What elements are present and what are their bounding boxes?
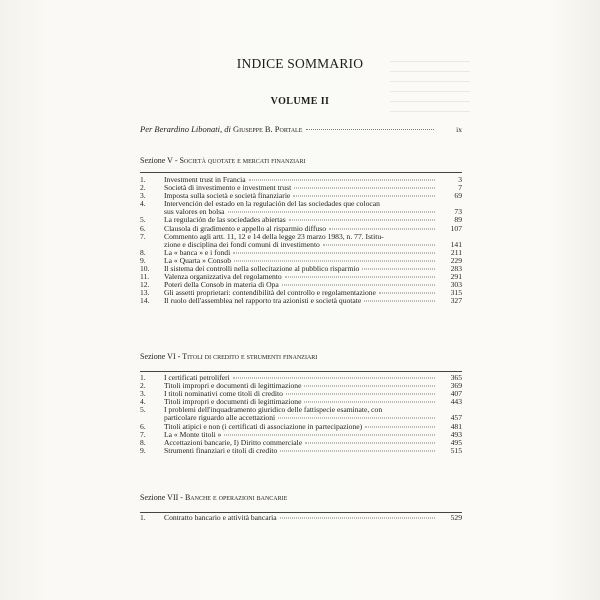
entry-number: 12.: [140, 280, 150, 290]
dot-leader: [294, 188, 435, 189]
entry-title: Società di investimento e investment trust: [164, 183, 292, 193]
entry-page: 3: [458, 175, 462, 184]
entry-title: sus valores en bolsa: [164, 207, 225, 217]
entry-title: I problemi dell'inquadramento giuridico delle fattispecie esaminate, con: [164, 405, 383, 415]
entry-title: Investment trust in Francia: [164, 175, 246, 184]
section-rule: [140, 371, 462, 372]
entry-number: 1.: [140, 175, 146, 184]
dot-leader: [278, 418, 435, 419]
entry-page: 141: [450, 239, 462, 249]
entry-number: 1.: [140, 513, 146, 522]
entry-number: 1.: [140, 373, 146, 382]
entry-page: 515: [450, 445, 462, 455]
page-title: INDICE SOMMARIO: [236, 56, 364, 71]
dot-leader: [364, 301, 435, 302]
entry-title: Gli assetti proprietari: contendibilità del controllo e regolamentazione: [164, 288, 376, 298]
section-title: Società quotate e mercati finanziari: [179, 156, 306, 165]
toc-list: [140, 374, 462, 455]
section-title: Titoli di credito e strumenti finanziari: [182, 352, 318, 361]
entry-number: 10.: [140, 264, 150, 274]
entry-page: 369: [450, 381, 462, 391]
entry-title: Imposta sulla società e società finanziarie: [164, 191, 291, 201]
entry-number: 8.: [140, 247, 146, 257]
dot-leader: [329, 228, 435, 229]
dot-leader: [280, 450, 435, 451]
section-heading: [140, 493, 462, 502]
intro-text: [140, 124, 302, 134]
entry-page: 211: [450, 247, 462, 257]
entry-number: 6.: [140, 421, 146, 431]
entry-title: I titoli nominativi come titoli di credito: [164, 389, 283, 399]
entry-page: 7: [458, 183, 462, 193]
toc-entry: [140, 447, 462, 455]
entry-number: 2.: [140, 381, 146, 391]
entry-page: 365: [450, 373, 462, 382]
intro-entry: [140, 124, 462, 134]
entry-title: Il ruolo dell'assemblea nel rapporto tra azionisti e società quotate: [164, 296, 362, 306]
dot-leader: [323, 244, 435, 245]
entry-number: 7.: [140, 429, 146, 439]
toc-list: [140, 514, 462, 522]
dot-leader: [233, 378, 435, 379]
entry-title: Titoli impropri e documenti di legittimazione: [164, 381, 302, 391]
entry-page: 457: [450, 413, 462, 423]
dot-leader: [228, 212, 435, 213]
entry-page: 443: [450, 397, 462, 407]
entry-title: Accettazioni bancarie, I) Diritto commerciale: [164, 437, 303, 447]
toc-entry: [140, 514, 462, 522]
entry-page: 407: [450, 389, 462, 399]
entry-title: Titoli impropri e documenti di legittimazione: [164, 397, 302, 407]
dot-leader: [365, 426, 435, 427]
entry-page: 481: [450, 421, 462, 431]
dot-leader: [286, 394, 435, 395]
dot-leader: [233, 252, 435, 253]
intro-author-text: Per Berardino Libonati, di: [140, 124, 231, 134]
entry-title: Commento agli artt. 11, 12 e 14 della legge 23 marzo 1983, n. 77. Istitu-: [164, 231, 384, 241]
toc-list: [140, 176, 462, 306]
entry-title: Contratto bancario e attività bancaria: [164, 513, 277, 522]
entry-number: 3.: [140, 191, 146, 201]
dot-leader: [362, 269, 435, 270]
dot-leader: [305, 442, 435, 443]
section-label: Sezione VII -: [140, 493, 185, 502]
entry-title: Poteri della Consob in materia di Opa: [164, 280, 279, 290]
entry-title: La regulación de las sociedades abiertas: [164, 215, 286, 225]
section-title: Banche e operazioni bancarie: [184, 493, 288, 502]
entry-number: 4.: [140, 397, 146, 407]
entry-title: La « banca » e i fondi: [164, 247, 231, 257]
entry-page: 229: [450, 255, 462, 265]
entry-title: La « Quarta » Consob: [164, 255, 232, 265]
entry-page: 73: [454, 207, 462, 217]
entry-number: 9.: [140, 445, 146, 455]
entry-number: 11.: [140, 272, 150, 282]
entry-title: La « Monte titoli »: [164, 429, 222, 439]
dot-leader: [249, 180, 435, 181]
volume-heading: VOLUME II: [270, 96, 330, 107]
entry-number: 6.: [140, 223, 146, 233]
entry-page: 107: [450, 223, 462, 233]
intro-author-name: Giuseppe B. Portale: [232, 124, 303, 134]
entry-page: 529: [450, 513, 462, 522]
entry-number: 5.: [140, 215, 146, 225]
section-label: Sezione V -: [140, 156, 180, 165]
entry-title: zione e disciplina dei fondi comuni di investimento: [164, 239, 320, 249]
entry-page: 283: [450, 264, 462, 274]
intro-page: ix: [456, 125, 462, 134]
section-heading: [140, 156, 462, 165]
section-rule: [140, 172, 462, 173]
entry-page: 495: [450, 437, 462, 447]
toc-entry: [140, 297, 462, 305]
entry-page: 493: [450, 429, 462, 439]
entry-number: 14.: [140, 296, 150, 306]
entry-page: 327: [450, 296, 462, 306]
dot-leader: [304, 402, 435, 403]
entry-title: Intervención del estado en la regulación del las sociedades que colocan: [164, 199, 380, 209]
entry-number: 8.: [140, 437, 146, 447]
entry-page: 303: [450, 280, 462, 290]
entry-title: Valenza organizzativa del regolamento: [164, 272, 282, 282]
entry-number: 7.: [140, 231, 146, 241]
entry-number: 3.: [140, 389, 146, 399]
dot-leader: [280, 518, 435, 519]
dot-leader: [234, 260, 435, 261]
entry-number: 5.: [140, 405, 146, 415]
entry-title: I certificati petroliferi: [164, 373, 230, 382]
dot-leader: [289, 220, 435, 221]
entry-title: Strumenti finanziari e titoli di credito: [164, 445, 278, 455]
dot-leader: [306, 129, 434, 130]
section-label: Sezione VI -: [140, 352, 183, 361]
entry-number: 9.: [140, 255, 146, 265]
dot-leader: [293, 196, 435, 197]
entry-title: particolare riguardo alle accettazioni: [164, 413, 276, 423]
dot-leader: [282, 285, 435, 286]
dot-leader: [379, 293, 435, 294]
entry-page: 69: [454, 191, 462, 201]
section-heading: [140, 352, 462, 361]
entry-number: 13.: [140, 288, 150, 298]
entry-page: 89: [454, 215, 462, 225]
entry-title: Clausola di gradimento e appello al risparmio diffuso: [164, 223, 327, 233]
entry-number: 2.: [140, 183, 146, 193]
dot-leader: [224, 434, 435, 435]
dot-leader: [285, 277, 435, 278]
entry-number: 4.: [140, 199, 146, 209]
entry-page: 315: [450, 288, 462, 298]
dot-leader: [304, 386, 435, 387]
entry-page: 291: [450, 272, 462, 282]
entry-title: Il sistema dei controlli nella sollecitazione al pubblico risparmio: [164, 264, 360, 274]
entry-title: Titoli atipici e non (i certificati di associazione in partecipazione): [164, 421, 363, 431]
